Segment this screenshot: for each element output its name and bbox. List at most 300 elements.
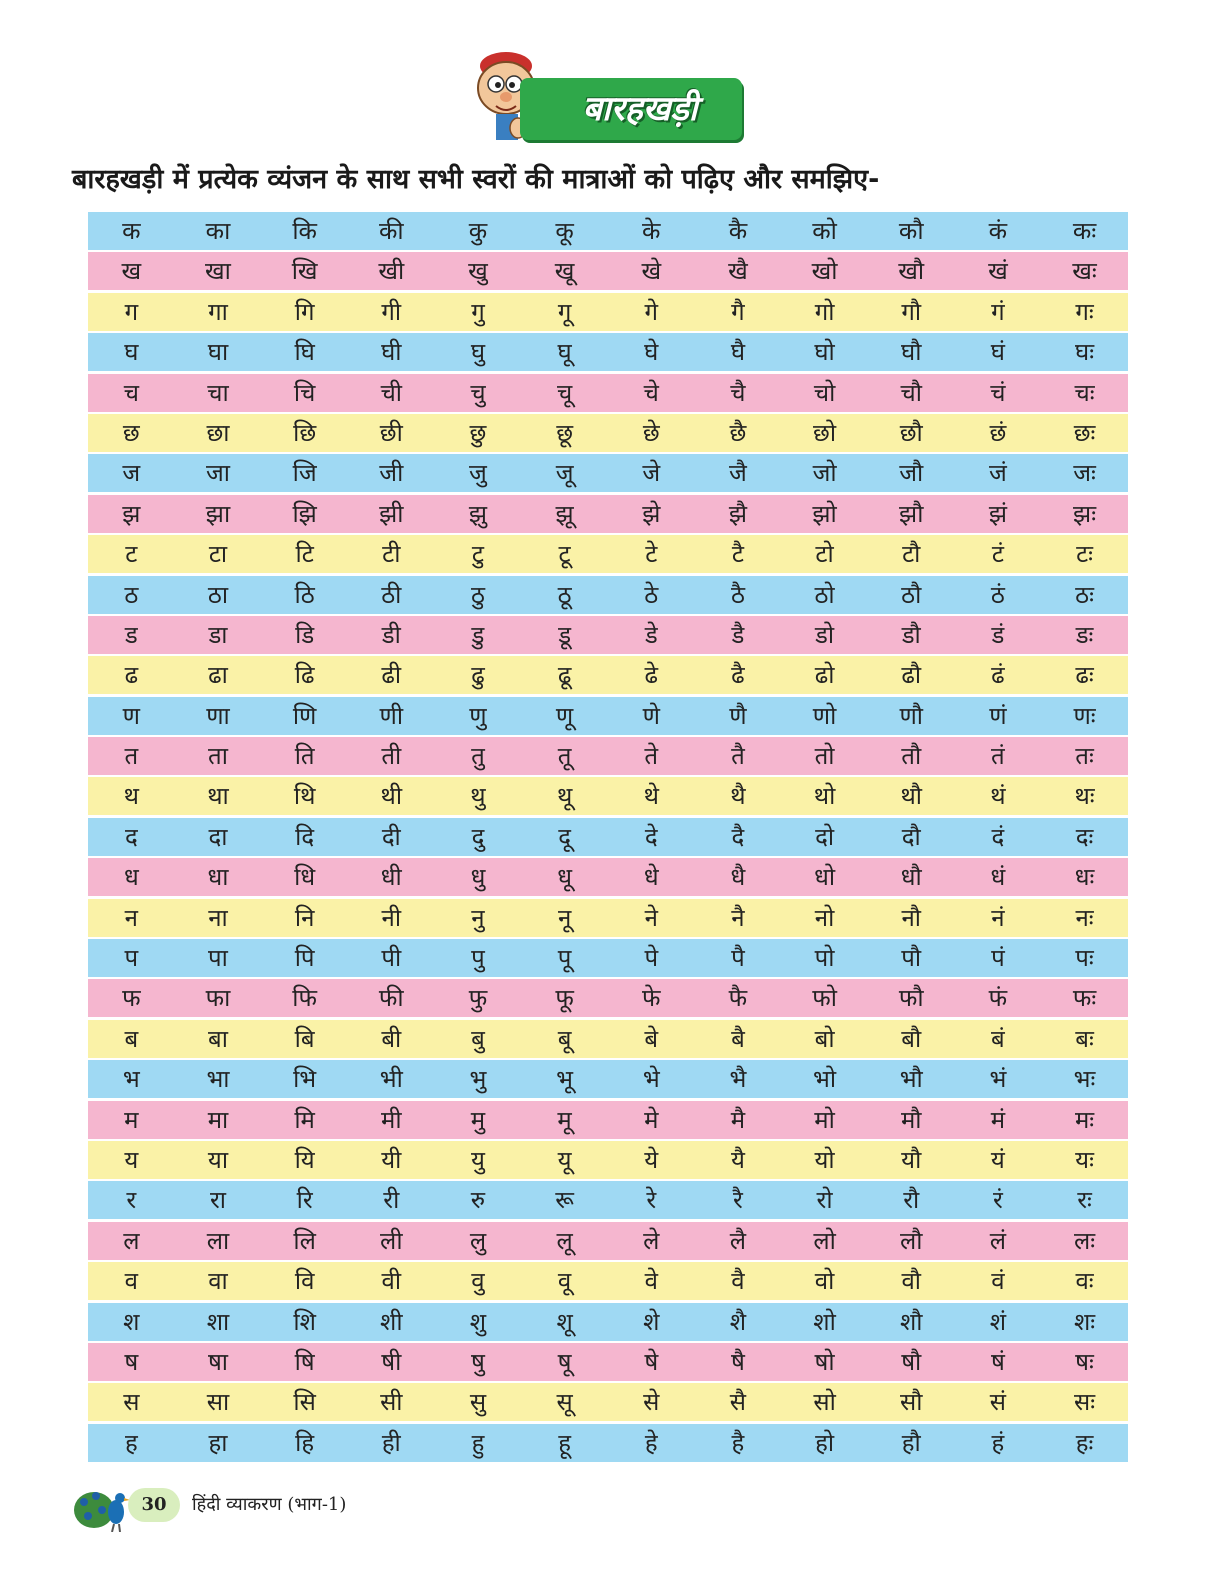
table-cell: ठु (470, 580, 485, 609)
table-cell: तू (557, 742, 572, 771)
table-cell: दः (1075, 822, 1094, 851)
table-cell: श (123, 1307, 140, 1336)
table-row (88, 737, 1128, 775)
table-row (88, 1262, 1128, 1300)
table-cell: यः (1075, 1145, 1094, 1174)
table-cell: नो (814, 903, 835, 932)
table-cell: हा (208, 1428, 228, 1457)
table-cell: रै (733, 1186, 743, 1215)
table-cell: दा (208, 822, 228, 851)
table-cell: शः (1073, 1307, 1096, 1336)
table-cell: चौ (900, 378, 922, 407)
table-cell: प (124, 944, 139, 973)
table-cell: घै (730, 338, 746, 367)
table-cell: लू (556, 1226, 573, 1255)
table-cell: गौ (901, 297, 922, 326)
table-cell: षि (294, 1347, 315, 1376)
table-cell: घा (207, 338, 229, 367)
table-cell: णः (1073, 701, 1096, 730)
table-cell: सं (989, 1388, 1006, 1417)
table-cell: सू (556, 1388, 573, 1417)
table-row (88, 939, 1128, 977)
table-cell: बं (991, 1024, 1005, 1053)
table-cell: षे (644, 1347, 659, 1376)
table-cell: लि (293, 1226, 316, 1255)
table-cell: गा (208, 297, 228, 326)
table-cell: भ (122, 1065, 140, 1094)
table-cell: कः (1072, 217, 1097, 245)
table-cell: मं (990, 1105, 1006, 1134)
table-cell: खो (811, 257, 838, 286)
table-cell: यो (814, 1145, 835, 1174)
table-cell: नु (471, 903, 485, 932)
table-cell: हु (471, 1428, 485, 1457)
table-cell: झो (812, 499, 837, 528)
table-cell: ठं (990, 580, 1005, 609)
table-cell: कै (728, 217, 748, 245)
table-cell: भी (379, 1065, 403, 1094)
table-cell: बु (471, 1024, 485, 1053)
table-cell: ठो (814, 580, 835, 609)
table-cell: थी (380, 782, 403, 811)
table-cell: या (207, 1145, 229, 1174)
table-cell: भै (729, 1065, 747, 1094)
table-cell: ढ (124, 661, 139, 690)
table-cell: डै (731, 620, 745, 649)
table-cell: घः (1075, 338, 1095, 367)
table-cell: धै (730, 863, 746, 892)
table-cell: जी (379, 459, 404, 488)
table-cell: द (124, 822, 138, 851)
table-cell: ठौ (901, 580, 922, 609)
table-cell: शा (206, 1307, 230, 1336)
table-cell: णि (292, 701, 317, 730)
table-cell: चू (556, 378, 573, 407)
table-cell: त (124, 742, 139, 771)
table-cell: बः (1075, 1024, 1094, 1053)
table-cell: झू (555, 499, 574, 528)
table-cell: हं (991, 1428, 1005, 1457)
table-cell: बे (644, 1024, 659, 1053)
table-cell: शि (293, 1307, 316, 1336)
table-cell: शू (556, 1307, 573, 1336)
table-cell: मू (557, 1105, 572, 1134)
table-cell: डी (381, 620, 401, 649)
table-cell: पौ (901, 944, 922, 973)
page-title: बारहखड़ी (582, 89, 698, 129)
table-cell: रे (646, 1186, 657, 1215)
table-cell: मौ (900, 1105, 922, 1134)
table-cell: रौ (903, 1186, 920, 1215)
table-cell: बै (731, 1024, 745, 1053)
table-cell: खं (988, 257, 1008, 286)
table-cell: जो (812, 459, 837, 488)
table-cell: छै (729, 418, 747, 447)
table-cell: फै (728, 984, 748, 1013)
table-cell: दि (295, 822, 315, 851)
table-cell: णु (469, 701, 487, 730)
table-cell: छो (813, 418, 837, 447)
table-cell: झे (642, 499, 661, 528)
table-cell: भू (556, 1065, 574, 1094)
table-cell: से (643, 1388, 660, 1417)
table-cell: घं (990, 338, 1005, 367)
table-cell: ह (124, 1428, 138, 1457)
table-cell: च (123, 378, 139, 407)
table-cell: ढः (1075, 661, 1094, 690)
table-cell: पि (294, 944, 315, 973)
table-cell: धं (990, 863, 1006, 892)
table-cell: दु (471, 822, 485, 851)
table-row (88, 616, 1128, 654)
table-cell: शं (989, 1307, 1007, 1336)
table-cell: मि (294, 1105, 315, 1134)
table-cell: थं (990, 782, 1006, 811)
table-cell: ठ (124, 580, 139, 609)
table-cell: फौ (898, 984, 924, 1013)
table-cell: धौ (900, 863, 922, 892)
table-cell: लु (469, 1226, 487, 1255)
table-cell: मु (470, 1105, 486, 1134)
table-cell: ढा (208, 661, 228, 690)
table-cell: णी (379, 701, 404, 730)
table-row (88, 1424, 1128, 1462)
table-cell: डु (471, 620, 485, 649)
table-cell: डः (1075, 620, 1094, 649)
table-cell: लः (1073, 1226, 1096, 1255)
table-cell: डो (815, 620, 835, 649)
page-number: 30 (141, 1494, 167, 1515)
table-row (88, 333, 1128, 371)
table-cell: ही (381, 1428, 401, 1457)
table-cell: झै (728, 499, 747, 528)
table-cell: को (812, 217, 837, 245)
table-row (88, 293, 1128, 331)
table-cell: बो (814, 1024, 835, 1053)
book-title: हिंदी व्याकरण (भाग-1) (192, 1494, 347, 1515)
table-cell: ती (381, 742, 402, 771)
table-cell: वे (644, 1267, 658, 1296)
table-cell: चो (813, 378, 836, 407)
table-cell: दे (644, 822, 658, 851)
table-cell: रू (555, 1186, 574, 1215)
table-cell: क (122, 217, 141, 245)
table-cell: यौ (901, 1145, 922, 1174)
table-cell: यि (294, 1145, 315, 1174)
table-cell: षं (990, 1347, 1005, 1376)
table-cell: घौ (901, 338, 922, 367)
table-cell: थ (123, 782, 139, 811)
table-cell: बौ (901, 1024, 922, 1053)
table-row (88, 656, 1128, 694)
table-row (88, 374, 1128, 412)
table-cell: ते (644, 742, 659, 771)
table-cell: णू (555, 701, 574, 730)
table-cell: टै (731, 540, 744, 569)
table-cell: भे (642, 1065, 660, 1094)
table-cell: छा (206, 418, 230, 447)
table-cell: वौ (901, 1267, 922, 1296)
table-cell: सौ (900, 1388, 923, 1417)
table-cell: पा (208, 944, 228, 973)
table-cell: फा (205, 984, 231, 1013)
table-row (88, 454, 1128, 492)
table-cell: जा (205, 459, 230, 488)
table-cell: ढौ (901, 661, 922, 690)
table-cell: ला (206, 1226, 230, 1255)
table-cell: टी (382, 540, 401, 569)
table-cell: डि (295, 620, 315, 649)
table-cell: यं (990, 1145, 1005, 1174)
table-cell: के (642, 217, 661, 245)
table-cell: ठि (294, 580, 315, 609)
table-cell: य (124, 1145, 139, 1174)
table-cell: रि (296, 1186, 313, 1215)
table-cell: रः (1077, 1186, 1092, 1215)
table-cell: भु (469, 1065, 487, 1094)
table-cell: षी (381, 1347, 402, 1376)
table-cell: घि (294, 338, 315, 367)
table-cell: कू (555, 217, 574, 245)
table-cell: षौ (901, 1347, 922, 1376)
table-cell: टि (295, 540, 314, 569)
table-cell: धे (643, 863, 659, 892)
table-cell: ने (644, 903, 658, 932)
table-cell: लौ (899, 1226, 923, 1255)
table-cell: षा (207, 1347, 229, 1376)
table-cell: भः (1073, 1065, 1096, 1094)
table-row (88, 1383, 1128, 1421)
table-cell: शै (729, 1307, 747, 1336)
table-row (88, 1020, 1128, 1058)
table-cell: गं (991, 297, 1005, 326)
table-cell: पं (991, 944, 1005, 973)
table-cell: षः (1075, 1347, 1094, 1376)
table-cell: फू (555, 984, 574, 1013)
table-cell: ता (208, 742, 228, 771)
table-cell: म (124, 1105, 139, 1134)
table-cell: ग (124, 297, 139, 326)
table-cell: शो (813, 1307, 836, 1336)
table-cell: टु (471, 540, 484, 569)
table-cell: डौ (901, 620, 921, 649)
table-cell: खू (554, 257, 575, 286)
table-cell: रु (470, 1186, 486, 1215)
table-cell: ढे (644, 661, 659, 690)
table-cell: चा (207, 378, 229, 407)
table-cell: बि (294, 1024, 315, 1053)
table-cell: ड (124, 620, 138, 649)
table-cell: शे (643, 1307, 660, 1336)
table-cell: ढो (814, 661, 835, 690)
table-cell: ची (380, 378, 403, 407)
table-row (88, 495, 1128, 533)
table-cell: जः (1073, 459, 1096, 488)
table-cell: छू (556, 418, 574, 447)
table-cell: ढु (471, 661, 485, 690)
table-cell: खै (728, 257, 748, 286)
table-cell: थू (556, 782, 573, 811)
table-cell: ये (644, 1145, 659, 1174)
table-cell: वी (381, 1267, 402, 1296)
table-row (88, 1303, 1128, 1341)
table-cell: वो (814, 1267, 835, 1296)
table-cell: भा (206, 1065, 230, 1094)
table-cell: खा (205, 257, 231, 286)
table-cell: दू (558, 822, 571, 851)
table-cell: डू (558, 620, 572, 649)
table-row (88, 252, 1128, 290)
table-cell: बा (208, 1024, 228, 1053)
table-cell: ठू (557, 580, 572, 609)
table-cell: हू (558, 1428, 571, 1457)
table-cell: चि (293, 378, 316, 407)
table-cell: मे (644, 1105, 659, 1134)
table-cell: ठी (381, 580, 402, 609)
table-cell: न (124, 903, 138, 932)
table-cell: जै (729, 459, 747, 488)
table-cell: सः (1074, 1388, 1096, 1417)
table-cell: थो (813, 782, 836, 811)
table-cell: णे (642, 701, 660, 730)
table-cell: झि (292, 499, 317, 528)
table-cell: धः (1074, 863, 1095, 892)
table-cell: व (124, 1267, 138, 1296)
table-cell: हि (295, 1428, 315, 1457)
table-cell: घो (814, 338, 835, 367)
table-cell: कं (988, 217, 1008, 245)
table-cell: टे (645, 540, 658, 569)
table-cell: पू (557, 944, 572, 973)
table-cell: शी (380, 1307, 403, 1336)
table-cell: रं (992, 1186, 1003, 1215)
table-cell: घु (470, 338, 486, 367)
table-cell: गः (1075, 297, 1094, 326)
table-cell: दी (381, 822, 401, 851)
table-cell: घे (644, 338, 659, 367)
table-cell: झु (468, 499, 488, 528)
table-cell: गु (471, 297, 485, 326)
table-cell: री (383, 1186, 400, 1215)
table-cell: थै (730, 782, 746, 811)
table-cell: तौ (901, 742, 922, 771)
table-cell: शु (469, 1307, 487, 1336)
table-cell: चे (643, 378, 659, 407)
table-cell: ण (122, 701, 140, 730)
table-cell: नौ (901, 903, 921, 932)
table-cell: टू (558, 540, 571, 569)
table-cell: वु (471, 1267, 485, 1296)
table-cell: खी (378, 257, 405, 286)
table-cell: ट (125, 540, 138, 569)
table-row (88, 535, 1128, 573)
table-cell: वै (731, 1267, 745, 1296)
table-cell: फी (378, 984, 404, 1013)
table-cell: पै (731, 944, 745, 973)
table-row (88, 1181, 1128, 1219)
table-cell: नै (731, 903, 745, 932)
table-cell: शौ (899, 1307, 923, 1336)
table-cell: सी (380, 1388, 403, 1417)
table-cell: फे (642, 984, 661, 1013)
table-row (88, 818, 1128, 856)
table-cell: मो (814, 1105, 835, 1134)
table-cell: ज (122, 459, 141, 488)
table-cell: ध (123, 863, 139, 892)
table-cell: नः (1075, 903, 1094, 932)
table-cell: डा (208, 620, 228, 649)
table-cell: णो (812, 701, 837, 730)
table-cell: वः (1075, 1267, 1094, 1296)
table-cell: ढू (557, 661, 572, 690)
table-cell: झ (122, 499, 141, 528)
table-cell: ठै (730, 580, 745, 609)
table-cell: सै (729, 1388, 747, 1417)
table-cell: लं (989, 1226, 1007, 1255)
table-cell: बू (557, 1024, 572, 1053)
table-cell: दै (731, 822, 745, 851)
table-cell: पः (1075, 944, 1094, 973)
table-cell: टः (1076, 540, 1094, 569)
table-cell: हः (1075, 1428, 1094, 1457)
table-cell: धो (814, 863, 836, 892)
table-row (88, 697, 1128, 735)
table-cell: ना (208, 903, 228, 932)
table-cell: जे (642, 459, 661, 488)
table-cell: खे (641, 257, 662, 286)
table-cell: ढी (381, 661, 402, 690)
table-cell: झा (205, 499, 231, 528)
table-cell: फि (292, 984, 317, 1013)
table-cell: नू (557, 903, 572, 932)
table-cell: बी (381, 1024, 402, 1053)
table-cell: ल (123, 1226, 140, 1255)
table-cell: थि (293, 782, 316, 811)
table-cell: सि (293, 1388, 316, 1417)
table-cell: गू (557, 297, 572, 326)
table-cell: है (731, 1428, 745, 1457)
table-cell: धी (380, 863, 402, 892)
table-cell: णं (989, 701, 1007, 730)
table-cell: मी (381, 1105, 402, 1134)
table-cell: झी (379, 499, 404, 528)
table-cell: का (205, 217, 231, 245)
table-cell: फु (468, 984, 488, 1013)
table-cell: घी (381, 338, 402, 367)
table-cell: ठे (644, 580, 659, 609)
table-cell: लै (729, 1226, 747, 1255)
table-cell: वा (208, 1267, 228, 1296)
table-row (88, 1343, 1128, 1381)
table-cell: टा (208, 540, 228, 569)
table-cell: मः (1074, 1105, 1095, 1134)
table-cell: षै (730, 1347, 745, 1376)
table-cell: झः (1073, 499, 1097, 528)
table-cell: सु (469, 1388, 487, 1417)
table-cell: यी (381, 1145, 402, 1174)
table-cell: टो (815, 540, 834, 569)
table-cell: तं (991, 742, 1005, 771)
table-cell: छि (293, 418, 317, 447)
table-cell: चं (990, 378, 1006, 407)
table-cell: कि (292, 217, 317, 245)
table-cell: फः (1072, 984, 1097, 1013)
table-cell: गि (294, 297, 315, 326)
table-cell: टौ (902, 540, 921, 569)
table-cell: ब (124, 1024, 139, 1053)
table-cell: ले (643, 1226, 660, 1255)
table-cell: कु (468, 217, 488, 245)
